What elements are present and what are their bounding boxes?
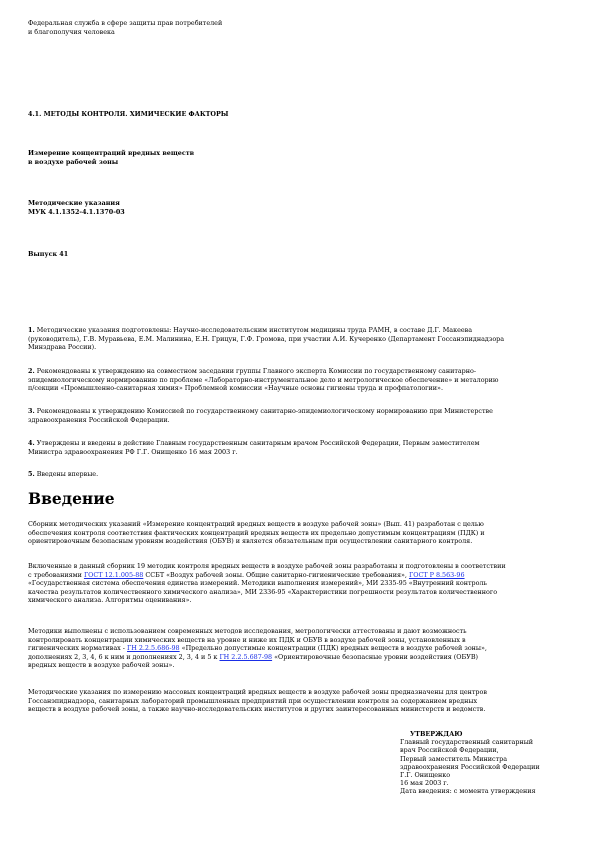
- link-gn-2-2-5-687-98[interactable]: ГН 2.2.5.687-98: [219, 652, 273, 661]
- item-number: 1.: [28, 326, 35, 334]
- numbered-item-3: [28, 407, 493, 424]
- item-text: Утверждены и введены в действие Главным государственным санитарным врачом Российской Федерации, Первым заместителем: [36, 439, 480, 447]
- link-gost-12-1-005-88[interactable]: ГОСТ 12.1.005-88: [83, 570, 144, 579]
- numbered-item-5: [28, 470, 98, 479]
- approval-line: Первый заместитель Министра: [400, 754, 508, 763]
- paragraph-line: веществ в воздухе рабочей зоны, а также научно-исследовательских институтов и других заинтересованных министерств и ведомств.: [28, 705, 486, 714]
- approval-line: врач Российской Федерации,: [400, 746, 499, 755]
- item-text: Министра здравоохранения РФ Г.Г. Онищенко 16 мая 2003 г.: [28, 447, 238, 456]
- agency-line-2: и благополучия человека: [28, 27, 115, 36]
- paragraph-line: «Государственная система обеспечения единства измерений. Методики выполнения измерений», МИ 2335-95 «Внутренний контроль: [28, 579, 488, 588]
- item-text: (руководитель), Г.В. Муравьева, Е.М. Малинина, Е.Н. Грицун, Г.Ф. Громова, при участии А.И. Кучеренко (Департамент Госсанэпиднадзора: [28, 334, 505, 343]
- paragraph-line: Госсанэпиднадзора, санитарных лабораторий промышленных предприятий при осуществлении контроля за содержанием вредных: [28, 696, 478, 705]
- intro-paragraph-4: [28, 688, 487, 714]
- item-text: эпидемиологическому нормированию по проблеме «Лабораторно-инструментальное дело и метрологическое обеспечение» и металорию: [28, 375, 499, 384]
- paragraph-line: химического анализа. Алгоритмы оценивания».: [28, 596, 192, 605]
- paragraph-line: Включенные в данный сборник 19 методик контроля вредных веществ в воздухе рабочей зоны разработаны и подготовлены в соответствии: [28, 562, 506, 570]
- item-number: 3.: [28, 407, 35, 415]
- paragraph-line: Сборник методических указаний «Измерение концентраций вредных веществ в воздухе рабочей зоны» (Вып. 41) разработан с целью: [28, 520, 484, 528]
- numbered-item-1: [28, 326, 504, 352]
- numbered-item-2: [28, 367, 498, 393]
- paragraph-line: [28, 644, 487, 653]
- item-text: Минздрава России).: [28, 343, 97, 352]
- item-text: Методические указания подготовлены: Научно-исследовательским институтом медицины труда РАМН, в составе Д.Г. Макеева: [36, 326, 473, 334]
- paragraph-line: Методики выполнены с использованием современных методов исследования, метрологически аттестованы и дают возможность: [28, 627, 467, 635]
- item-text: Рекомендованы к утверждению Комиссией по государственному санитарно-эпидемиологическому нормированию при Министерстве: [36, 407, 493, 415]
- doc-code: МУК 4.1.1352-4.1.1370-03: [28, 207, 125, 216]
- link-gn-2-2-5-686-98[interactable]: ГН 2.2.5.686-98: [127, 644, 180, 653]
- approval-block: [400, 730, 570, 796]
- approval-effective-date: Дата введения: с момента утверждения: [400, 787, 536, 796]
- approval-line: Главный государственный санитарный: [400, 738, 534, 747]
- intro-heading: Введение: [28, 489, 115, 508]
- text-span: «Предельно допустимые концентрации (ПДК) вредных веществ в воздухе рабочей зоны»,: [179, 644, 487, 653]
- section-heading: 4.1. МЕТОДЫ КОНТРОЛЯ. ХИМИЧЕСКИЕ ФАКТОРЫ: [28, 110, 229, 118]
- item-text: здравоохранения Российской Федерации.: [28, 415, 170, 424]
- paragraph-line: контролировать концентрации химических веществ на уровне и ниже их ПДК и ОБУВ в воздухе рабочей зоны, установленных в: [28, 635, 466, 644]
- paragraph-line: вредных веществ в воздухе рабочей зоны».: [28, 661, 175, 670]
- approval-line: здравоохранения Российской Федерации: [400, 762, 540, 771]
- doc-type: [28, 199, 125, 216]
- item-text: п/секции «Промышленно-санитарная химия» Проблемной комиссии «Научные основы гигиены труда и профпатологии».: [28, 384, 443, 393]
- intro-paragraph-1: [28, 520, 485, 546]
- text-span: «Ориентировочные безопасные уровни воздействия (ОБУВ): [272, 652, 479, 661]
- link-gost-r-8-563-96[interactable]: ГОСТ Р 8.563-96: [408, 570, 465, 579]
- paragraph-line: Методические указания по измерению массовых концентраций вредных веществ в воздухе рабочей зоны предназначены для центров: [28, 688, 487, 696]
- doc-title: [28, 149, 194, 166]
- paragraph-line: [28, 653, 487, 662]
- text-span: дополнениях 2, 3, 4, 6 к ним и дополнениях 2, 3, 4 и 5 к: [28, 652, 220, 661]
- intro-paragraph-2: [28, 562, 506, 605]
- paragraph-line: качества результатов количественного химического анализа», МИ 2336-95 «Характеристики погрешности результатов количественного: [28, 587, 498, 596]
- item-number: 2.: [28, 367, 35, 375]
- numbered-item-4: [28, 439, 479, 456]
- approval-date: 16 мая 2003 г.: [400, 779, 449, 788]
- item-number: 4.: [28, 439, 35, 447]
- item-text: Рекомендованы к утверждению на совместном заседании группы Главного эксперта Комиссии по государственному санитарно-: [36, 367, 477, 375]
- doc-type-line-1: Методические указания: [28, 199, 120, 207]
- agency-line-1: Федеральная служба в сфере защиты прав потребителей: [28, 19, 223, 27]
- doc-title-line-2: в воздухе рабочей зоны: [28, 157, 119, 166]
- item-number: 5.: [28, 470, 35, 478]
- issue-number: Выпуск 41: [28, 250, 69, 258]
- intro-paragraph-3: [28, 627, 487, 670]
- item-text: Введены впервые.: [36, 470, 99, 478]
- paragraph-line: [28, 571, 506, 580]
- paragraph-line: обеспечения контроля соответствия фактических концентраций вредных веществ их предельно допустимым концентрациям (ПДК) и: [28, 528, 485, 537]
- text-span: гигиенических нормативах -: [28, 644, 127, 653]
- paragraph-line: ориентировочным безопасным уровням воздействия (ОБУВ) и является обязательным при осуществлении санитарного контроля.: [28, 537, 473, 546]
- agency-header: [28, 19, 222, 36]
- approval-header: УТВЕРЖДАЮ: [410, 730, 463, 738]
- approval-line: Г.Г. Онищенко: [400, 771, 451, 780]
- text-span: с требованиями: [28, 570, 84, 579]
- text-span: ССБТ «Воздух рабочей зоны. Общие санитарно-гигиенические требования»,: [143, 570, 409, 579]
- doc-title-line-1: Измерение концентраций вредных веществ: [28, 149, 195, 157]
